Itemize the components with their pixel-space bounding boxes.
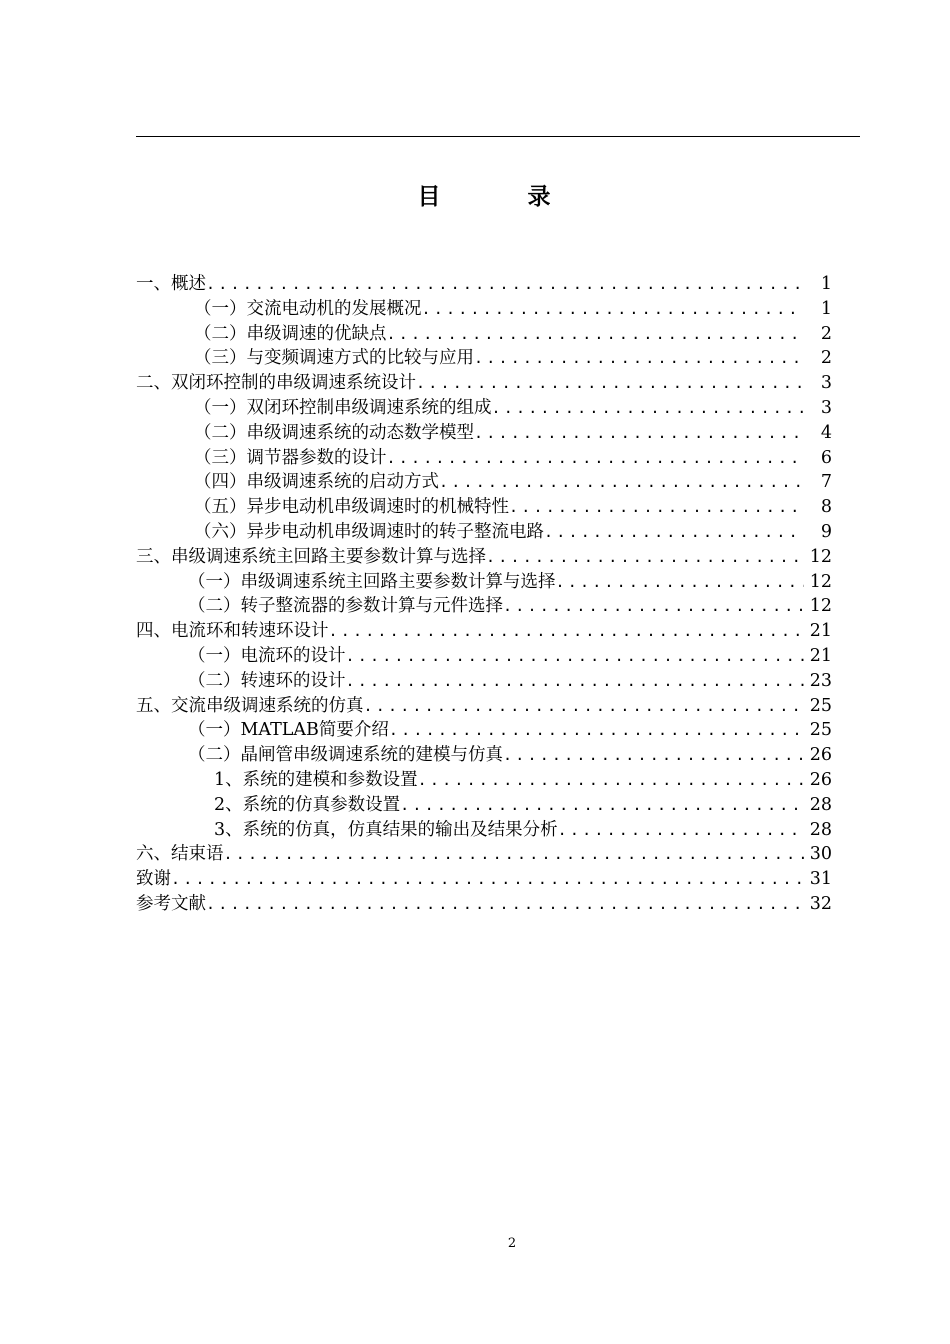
toc-entry[interactable]	[136, 520, 832, 545]
table-of-contents	[136, 272, 832, 917]
toc-entry[interactable]	[136, 768, 832, 793]
toc-entry[interactable]	[136, 694, 832, 719]
toc-leader-dots	[422, 297, 805, 322]
toc-entry-page: 1	[820, 274, 832, 294]
toc-leader-dots	[364, 694, 805, 719]
toc-entry[interactable]	[136, 644, 832, 669]
toc-entry[interactable]	[136, 669, 832, 694]
toc-entry-label: （三）调节器参数的设计	[194, 447, 387, 468]
toc-entry[interactable]	[136, 818, 832, 843]
toc-leader-dots	[492, 396, 805, 421]
toc-entry-label: （一）MATLAB简要介绍	[188, 720, 389, 741]
toc-entry-label: （五）异步电动机串级调速时的机械特性	[194, 497, 509, 518]
toc-leader-dots	[416, 371, 804, 396]
toc-entry-page: 25	[809, 720, 832, 741]
toc-entry-label: （二）晶闸管串级调速系统的建模与仿真	[188, 745, 503, 766]
toc-entry-page: 32	[809, 893, 832, 914]
toc-entry-label: 三、串级调速系统主回路主要参数计算与选择	[136, 546, 486, 567]
toc-entry-page: 26	[809, 769, 832, 790]
toc-entry-label: （二）串级调速的优缺点	[194, 323, 387, 344]
toc-leader-dots	[346, 669, 805, 694]
toc-entry-label: 五、交流串级调速系统的仿真	[136, 695, 364, 716]
toc-entry[interactable]	[136, 743, 832, 768]
toc-entry-label: （一）交流电动机的发展概况	[194, 298, 422, 319]
toc-entry[interactable]	[136, 594, 832, 619]
toc-entry-page: 28	[809, 794, 832, 815]
toc-entry[interactable]	[136, 545, 832, 570]
toc-entry-page: 31	[809, 869, 832, 890]
toc-entry-label: （四）串级调速系统的启动方式	[194, 472, 439, 493]
header-rule	[136, 136, 860, 137]
toc-leader-dots	[329, 619, 805, 644]
toc-leader-dots	[418, 768, 804, 793]
toc-entry[interactable]	[136, 272, 832, 297]
toc-entry[interactable]	[136, 619, 832, 644]
toc-entry-label: 一、概述	[136, 274, 206, 294]
toc-entry-label: 致谢	[136, 869, 171, 890]
toc-entry-page: 25	[809, 695, 832, 716]
toc-entry-page: 8	[820, 497, 832, 518]
toc-leader-dots	[556, 570, 805, 595]
toc-entry-label: 二、双闭环控制的串级调速系统设计	[136, 373, 416, 394]
toc-entry-label: （一）电流环的设计	[188, 645, 346, 666]
toc-leader-dots	[544, 520, 804, 545]
toc-entry[interactable]	[136, 446, 832, 471]
toc-entry-page: 9	[820, 521, 832, 542]
toc-entry-label: （一）串级调速系统主回路主要参数计算与选择	[188, 571, 556, 592]
toc-entry-page: 30	[809, 844, 832, 865]
toc-entry[interactable]	[136, 793, 832, 818]
toc-entry-label: （二）转速环的设计	[188, 670, 346, 691]
toc-entry-label: 2、系统的仿真参数设置	[214, 794, 401, 815]
toc-entry-page: 12	[809, 546, 832, 567]
toc-entry-page: 4	[820, 422, 832, 443]
toc-entry-label: （一）双闭环控制串级调速系统的组成	[194, 397, 492, 418]
toc-leader-dots	[486, 545, 804, 570]
toc-entry-label: （六）异步电动机串级调速时的转子整流电路	[194, 521, 544, 542]
toc-entry-page: 3	[820, 373, 832, 394]
toc-entry-label: （三）与变频调速方式的比较与应用	[194, 348, 474, 369]
toc-leader-dots	[558, 818, 804, 843]
toc-entry-page: 21	[809, 645, 832, 666]
toc-entry[interactable]	[136, 346, 832, 371]
toc-entry[interactable]	[136, 297, 832, 322]
toc-leader-dots	[503, 594, 804, 619]
toc-entry[interactable]	[136, 371, 832, 396]
toc-entry-page: 2	[820, 323, 832, 344]
toc-leader-dots	[503, 743, 804, 768]
toc-entry[interactable]	[136, 892, 832, 917]
toc-entry-page: 21	[809, 621, 832, 642]
toc-entry-page: 1	[820, 298, 832, 319]
toc-leader-dots	[206, 892, 804, 917]
toc-entry[interactable]	[136, 842, 832, 867]
toc-entry-page: 12	[809, 571, 832, 592]
toc-leader-dots	[474, 346, 804, 371]
toc-entry[interactable]	[136, 421, 832, 446]
toc-entry-label: （二）串级调速系统的动态数学模型	[194, 422, 474, 443]
toc-entry-label: 四、电流环和转速环设计	[136, 621, 329, 642]
toc-leader-dots	[346, 644, 805, 669]
toc-entry[interactable]	[136, 322, 832, 347]
toc-entry-page: 2	[820, 348, 832, 369]
toc-entry[interactable]	[136, 570, 832, 595]
toc-leader-dots	[400, 793, 804, 818]
toc-entry-label: 参考文献	[136, 893, 206, 914]
toc-leader-dots	[224, 842, 805, 867]
toc-leader-dots	[439, 470, 804, 495]
toc-entry[interactable]	[136, 470, 832, 495]
toc-entry[interactable]	[136, 495, 832, 520]
toc-entry-page: 6	[820, 447, 832, 468]
toc-leader-dots	[387, 322, 805, 347]
toc-entry[interactable]	[136, 867, 832, 892]
toc-leader-dots	[389, 718, 804, 743]
page-number: 2	[507, 1236, 517, 1251]
toc-entry-label: 六、结束语	[136, 844, 224, 865]
toc-entry-label: 3、系统的仿真，仿真结果的输出及结果分析	[214, 819, 558, 840]
toc-entry-page: 26	[809, 745, 832, 766]
toc-entry[interactable]	[136, 396, 832, 421]
toc-leader-dots	[171, 867, 804, 892]
toc-entry[interactable]	[136, 718, 832, 743]
toc-entry-page: 23	[809, 670, 832, 691]
toc-entry-page: 3	[820, 397, 832, 418]
toc-entry-page: 12	[809, 596, 832, 617]
toc-entry-label: 1、系统的建模和参数设置	[214, 769, 418, 790]
page-title: 目 录	[417, 184, 583, 210]
toc-entry-label: （二）转子整流器的参数计算与元件选择	[188, 596, 503, 617]
toc-leader-dots	[474, 421, 804, 446]
toc-leader-dots	[206, 272, 804, 297]
toc-entry-page: 28	[809, 819, 832, 840]
toc-entry-page: 7	[820, 472, 832, 493]
toc-leader-dots	[387, 446, 805, 471]
toc-leader-dots	[509, 495, 804, 520]
